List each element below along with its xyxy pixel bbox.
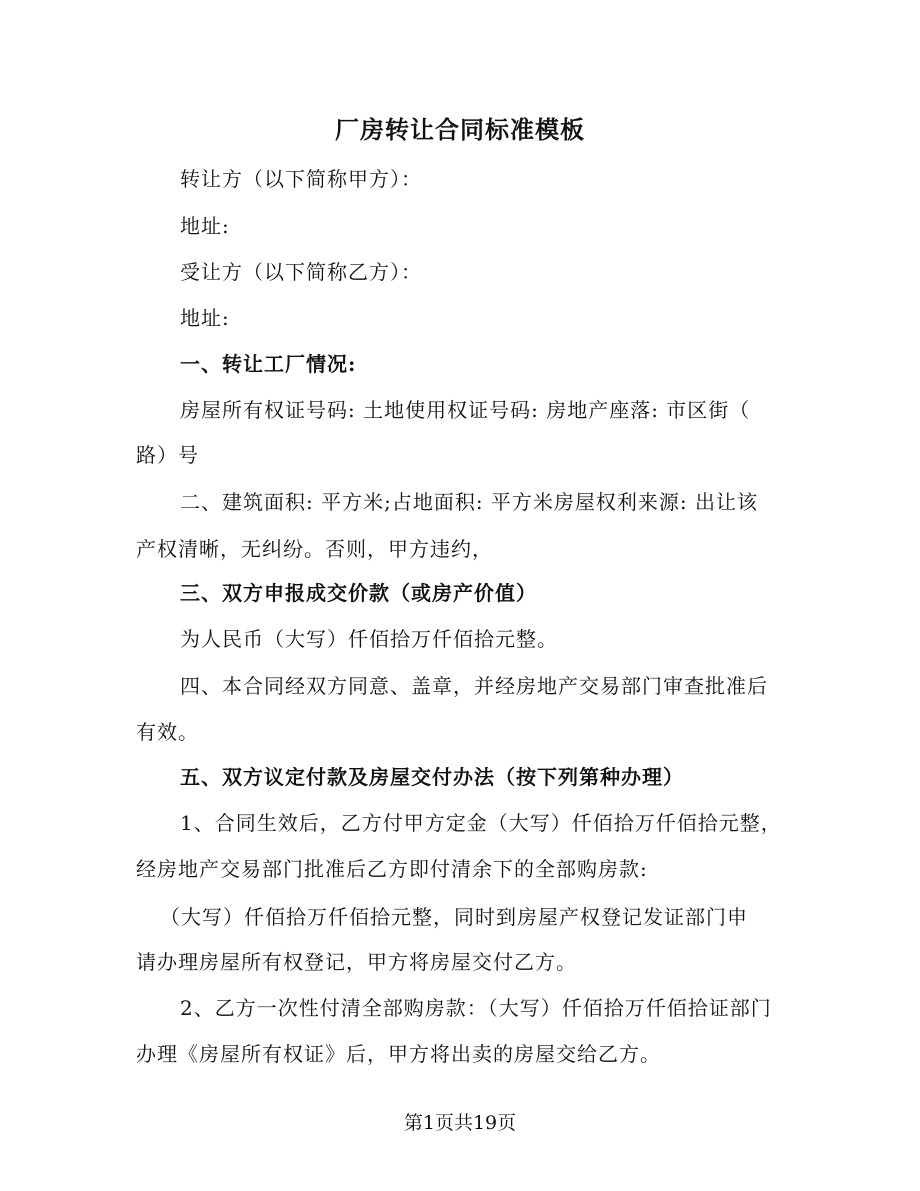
clause-1-line: 1、合同生效后，乙方付甲方定金（大写）仟佰拾万仟佰拾元整， (180, 811, 782, 835)
section-2-line: 二、建筑面积: 平方米;占地面积: 平方米房屋权利来源: 出让该 (180, 490, 759, 514)
page-number: 第1页共19页 (403, 1112, 517, 1134)
transferee-line: 受让方（以下简称乙方）： (180, 260, 422, 284)
paragraph-line: （大写）仟佰拾万仟佰拾元整，同时到房屋产权登记发证部门申 (160, 905, 748, 929)
paragraph-line: 请办理房屋所有权登记，甲方将房屋交付乙方。 (136, 950, 577, 974)
transferor-line: 转让方（以下简称甲方）： (180, 167, 422, 191)
paragraph-line: 办理《房屋所有权证》后，甲方将出卖的房屋交给乙方。 (136, 1042, 661, 1066)
section-heading-1: 一、转让工厂情况: (180, 352, 357, 376)
clause-2-line: 2、乙方一次性付清全部购房款：（大写）仟佰拾万仟佰拾证部门 (180, 996, 772, 1020)
paragraph-line: 为人民币（大写）仟佰拾万仟佰拾元整。 (180, 627, 558, 651)
section-heading-3: 三、双方申报成交价款（或房产价值） (180, 581, 537, 605)
paragraph-line: 产权清晰，无纠纷。否则，甲方违约， (136, 537, 493, 561)
document-title: 厂房转让合同标准模板 (335, 115, 585, 144)
paragraph-line: 房屋所有权证号码: 土地使用权证号码: 房地产座落: 市区街（ (180, 398, 751, 422)
paragraph-line: 路）号 (136, 443, 199, 467)
section-heading-5: 五、双方议定付款及房屋交付办法（按下列第种办理） (180, 765, 684, 789)
paragraph-line: 经房地产交易部门批准后乙方即付清余下的全部购房款: (136, 857, 648, 881)
paragraph-line: 有效。 (136, 720, 199, 744)
transferee-address-line: 地址: (180, 306, 230, 330)
section-4-line: 四、本合同经双方同意、盖章，并经房地产交易部门审查批准后 (180, 674, 768, 698)
transferor-address-line: 地址: (180, 214, 230, 238)
